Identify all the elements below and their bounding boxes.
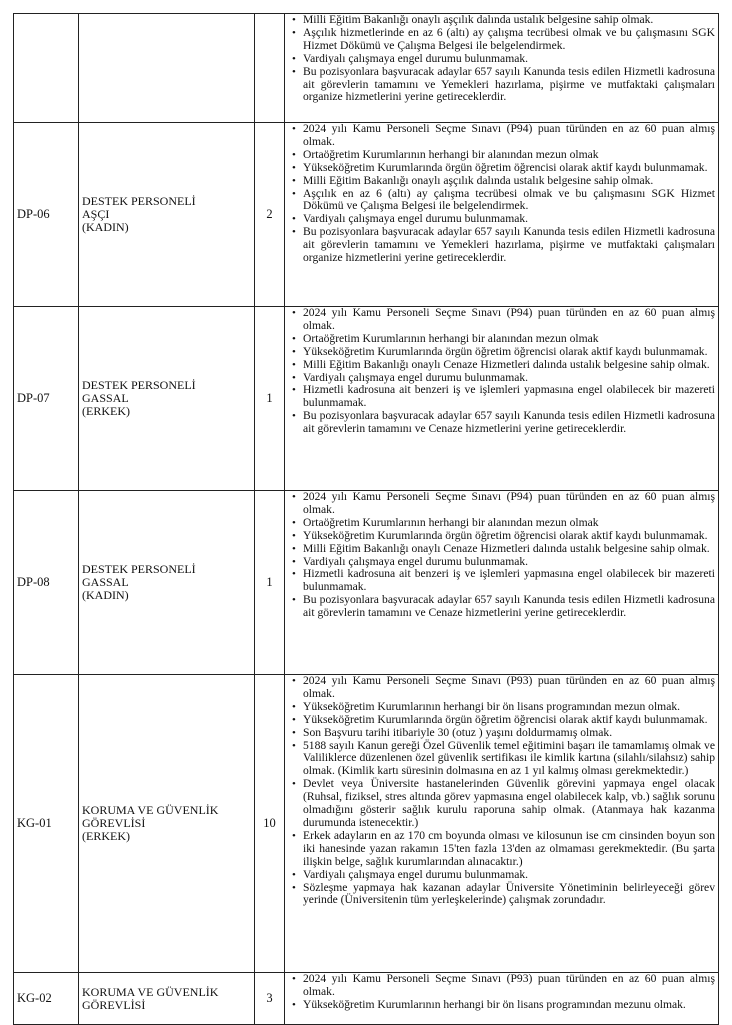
- position-code: DP-07: [14, 307, 79, 491]
- requirements-list: [285, 14, 718, 104]
- position-title-line: (ERKEK): [82, 404, 130, 418]
- position-count: 2: [255, 123, 285, 307]
- position-count: 1: [255, 307, 285, 491]
- table-row: [14, 307, 719, 491]
- requirements-cell: [285, 307, 719, 491]
- requirement-item: • Yükseköğretim Kurumlarında örgün öğretim öğrencisi olarak aktif kaydı bulunmamak.: [285, 714, 715, 727]
- position-title: [79, 491, 255, 675]
- requirement-item: • Sözleşme yapmaya hak kazanan adaylar Üniversite Yönetiminin belirleyeceği görev yerinde (Üniversitenin tüm yerleşkelerinde) çalışmak zorundadır.: [285, 882, 715, 908]
- requirement-item: • Vardiyalı çalışmaya engel durumu bulunmamak.: [285, 53, 715, 66]
- position-title: [79, 14, 255, 123]
- requirement-item: • Ortaöğretim Kurumlarının herhangi bir alanından mezun olmak: [285, 517, 715, 530]
- document-page: [13, 13, 719, 1025]
- position-title-line: GÖREVLİSİ: [82, 997, 146, 1012]
- requirement-item: • Yükseköğretim Kurumlarının herhangi bir ön lisans programından mezun olmak.: [285, 701, 715, 714]
- requirements-cell: [285, 123, 719, 307]
- requirement-item: • Devlet veya Üniversite hastanelerinden Güvenlik görevini yapmaya engel olacak (Ruhsal, fiziksel, stres altında görev yapmasına engel olabilecek kalp, vb.) sağlık sorunu olmadığını gösterir sağlık kurulu raporuna sahip olmak. (Atanmaya hak kazanma durumunda istenecektir.): [285, 778, 715, 830]
- requirements-cell: [285, 973, 719, 1025]
- requirement-item: • Vardiyalı çalışmaya engel durumu bulunmamak.: [285, 556, 715, 569]
- requirements-list: [285, 123, 718, 265]
- position-title-line: DESTEK PERSONELİ: [82, 562, 196, 576]
- position-title: [79, 307, 255, 491]
- position-count: 10: [255, 675, 285, 973]
- requirement-item: • 2024 yılı Kamu Personeli Seçme Sınavı (P93) puan türünden en az 60 puan almış olmak.: [285, 675, 715, 701]
- position-code: KG-01: [14, 675, 79, 973]
- position-code: KG-02: [14, 973, 79, 1025]
- requirements-list: [285, 675, 718, 907]
- position-title-line: GÖREVLİSİ: [82, 816, 146, 830]
- requirement-item: • Aşçılık hizmetlerinde en az 6 (altı) ay çalışma tecrübesi olmak ve bu çalışmasını SGK Hizmet Dökümü ve Çalışma Belgesi ile belgelendirmek.: [285, 27, 715, 53]
- position-title: [79, 675, 255, 973]
- requirement-item: • Bu pozisyonlara başvuracak adaylar 657 sayılı Kanunda tesis edilen Hizmetli kadrosuna ait görevlerin tamamını ve Cenaze hizmetlerini yerine getireceklerdir.: [285, 594, 715, 620]
- requirement-item: • Bu pozisyonlara başvuracak adaylar 657 sayılı Kanunda tesis edilen Hizmetli kadrosuna ait görevlerin tamamını ve Yemekleri hazırlama, pişirme ve mutfaktaki çalışmaları organize hizmetlerini yerine getireceklerdir.: [285, 226, 715, 265]
- requirements-list: [285, 307, 718, 436]
- requirement-item: • 2024 yılı Kamu Personeli Seçme Sınavı (P94) puan türünden en az 60 puan almış olmak.: [285, 491, 715, 517]
- requirement-item: • Ortaöğretim Kurumlarının herhangi bir alanından mezun olmak: [285, 333, 715, 346]
- requirement-item: • Yükseköğretim Kurumlarında örgün öğretim öğrencisi olarak aktif kaydı bulunmamak.: [285, 162, 715, 175]
- requirement-item: • Yükseköğretim Kurumlarında örgün öğretim öğrencisi olarak aktif kaydı bulunmamak.: [285, 530, 715, 543]
- requirement-item: • Milli Eğitim Bakanlığı onaylı aşçılık dalında ustalık belgesine sahip olmak.: [285, 14, 715, 27]
- requirement-item: • Milli Eğitim Bakanlığı onaylı Cenaze Hizmetleri dalında ustalık belgesine sahip olmak.: [285, 543, 715, 556]
- table-row: [14, 675, 719, 973]
- table-row: [14, 14, 719, 123]
- position-title-line: AŞÇI: [82, 207, 110, 221]
- position-title-line: KORUMA VE GÜVENLİK: [82, 984, 219, 999]
- position-title: [79, 123, 255, 307]
- position-title-line: DESTEK PERSONELİ: [82, 194, 196, 208]
- position-code: DP-06: [14, 123, 79, 307]
- requirement-item: • Milli Eğitim Bakanlığı onaylı Cenaze Hizmetleri dalında ustalık belgesine sahip olmak.: [285, 359, 715, 372]
- requirement-item: • Hizmetli kadrosuna ait benzeri iş ve işlemleri yapmasına engel olabilecek bir mazereti bulunmamak.: [285, 384, 715, 410]
- requirements-list: [285, 973, 718, 1012]
- position-title-line: (KADIN): [82, 220, 129, 234]
- requirement-item: • Aşçılık en az 6 (altı) ay çalışma tecrübesi olmak ve bu çalışmasını SGK Hizmet Dökümü ve Çalışma Belgesi ile belgelendirmek.: [285, 188, 715, 214]
- requirements-cell: [285, 675, 719, 973]
- requirements-cell: [285, 491, 719, 675]
- table-row: [14, 123, 719, 307]
- position-code: [14, 14, 79, 123]
- requirement-item: • Vardiyalı çalışmaya engel durumu bulunmamak.: [285, 213, 715, 226]
- position-title-line: (ERKEK): [82, 829, 130, 843]
- requirement-item: • 2024 yılı Kamu Personeli Seçme Sınavı (P93) puan türünden en az 60 puan almış olmak.: [285, 973, 715, 999]
- position-code: DP-08: [14, 491, 79, 675]
- position-title-line: DESTEK PERSONELİ: [82, 378, 196, 392]
- requirement-item: • Milli Eğitim Bakanlığı onaylı aşçılık dalında ustalık belgesine sahip olmak.: [285, 175, 715, 188]
- table-row: [14, 973, 719, 1025]
- requirement-item: • 5188 sayılı Kanun gereği Özel Güvenlik temel eğitimini başarı ile tamamlamış olmak ve Valiliklerce düzenlenen özel güvenlik sertifikası ile kimlik kartına (silahlı/silahsız) sahip olmak. (Kimlik kartı süresinin dolmasına en az 1 yıl kalmış olması gerekmektedir.): [285, 740, 715, 779]
- position-title-line: GASSAL: [82, 391, 129, 405]
- requirements-list: [285, 491, 718, 620]
- requirement-item: • Bu pozisyonlara başvuracak adaylar 657 sayılı Kanunda tesis edilen Hizmetli kadrosuna ait görevlerin tamamını ve Cenaze hizmetlerini yerine getireceklerdir.: [285, 410, 715, 436]
- position-count: 3: [255, 973, 285, 1025]
- position-count: [255, 14, 285, 123]
- requirement-item: • Erkek adayların en az 170 cm boyunda olması ve kilosunun ise cm cinsinden boyun son iki hanesinde yazan rakamın 15'ten fazla 13'den az olmaması gerekmektedir. (Bu şarta ilişkin belge, sağlık kurumlarından alınacaktır.): [285, 830, 715, 869]
- requirement-item: • Vardiyalı çalışmaya engel durumu bulunmamak.: [285, 372, 715, 385]
- requirement-item: • Hizmetli kadrosuna ait benzeri iş ve işlemleri yapmasına engel olabilecek bir mazereti bulunmamak.: [285, 568, 715, 594]
- requirement-item: • Yükseköğretim Kurumlarında örgün öğretim öğrencisi olarak aktif kaydı bulunmamak.: [285, 346, 715, 359]
- position-requirements-table: [13, 13, 719, 1025]
- position-title-line: GASSAL: [82, 575, 129, 589]
- requirements-cell: [285, 14, 719, 123]
- requirement-item: • Ortaöğretim Kurumlarının herhangi bir alanından mezun olmak: [285, 149, 715, 162]
- position-count: 1: [255, 491, 285, 675]
- requirement-item: • Vardiyalı çalışmaya engel durumu bulunmamak.: [285, 869, 715, 882]
- requirement-item: • Bu pozisyonlara başvuracak adaylar 657 sayılı Kanunda tesis edilen Hizmetli kadrosuna ait görevlerin tamamını ve Yemekleri hazırlama, pişirme ve mutfaktaki çalışmaları organize hizmetlerini yerine getireceklerdir.: [285, 66, 715, 105]
- requirement-item: • Son Başvuru tarihi itibariyle 30 (otuz ) yaşını doldurmamış olmak.: [285, 727, 715, 740]
- requirement-item: • Yükseköğretim Kurumlarının herhangi bir ön lisans programından mezunu olmak.: [285, 999, 715, 1012]
- position-title: [79, 973, 255, 1025]
- position-title-line: (KADIN): [82, 588, 129, 602]
- requirement-item: • 2024 yılı Kamu Personeli Seçme Sınavı (P94) puan türünden en az 60 puan almış olmak.: [285, 307, 715, 333]
- requirement-item: • 2024 yılı Kamu Personeli Seçme Sınavı (P94) puan türünden en az 60 puan almış olmak.: [285, 123, 715, 149]
- table-row: [14, 491, 719, 675]
- position-title-line: KORUMA VE GÜVENLİK: [82, 803, 219, 817]
